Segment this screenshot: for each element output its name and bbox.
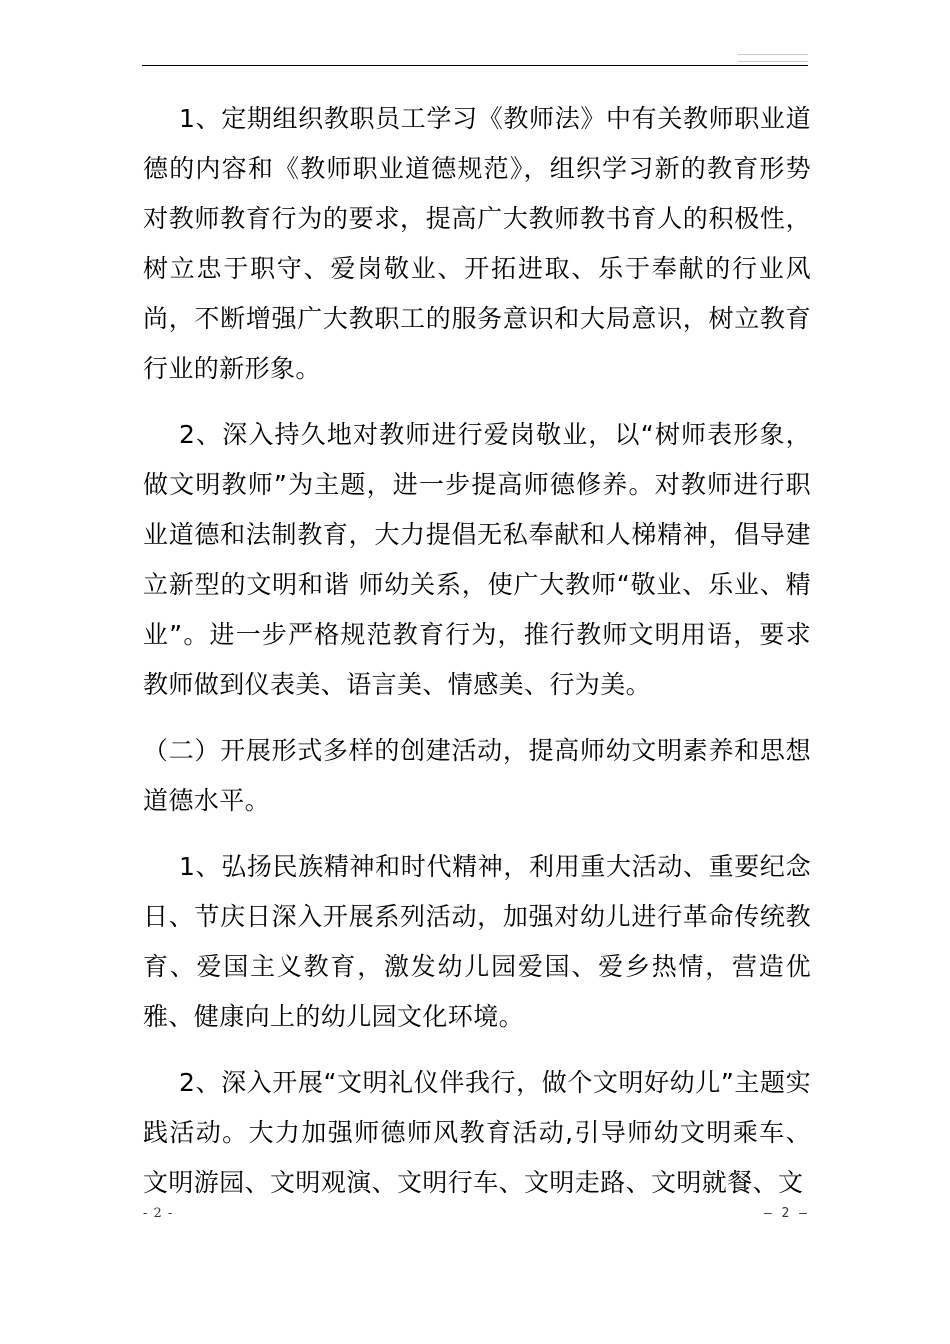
paragraph-teacher-law-study: 1、定期组织教职员工学习《教师法》中有关教师职业道德的内容和《教师职业道德规范》，组织学习新的教育形势对教师教育行为的要求，提高广大教师教书育人的积极性，树立忠于职守、爱岗敬业、开拓进取、乐于奉献的行业风尚，不断增强广大教职工的服务意识和大局意识，树立教育行业的新形象。 [143,104,811,383]
paragraph-professional-ethics: 2、深入持久地对教师进行爱岗敬业，以“树师表形象，做文明教师”为主题，进一步提高师德修养。对教师进行职业道德和法制教育，大力提倡无私奉献和人梯精神，倡导建立新型的文明和谐 师幼关系，使广大教师“敬业、乐业、精业”。进一步严格规范教育行为，推行教师文明用语，要求教师做到仪表美、语言美、情感美、行为美。 [143,420,811,699]
header-rule [142,65,808,66]
page-number-right: – 2 – [763,1206,808,1221]
paragraph-gap [143,394,811,410]
paragraph-national-spirit: 1、弘扬民族精神和时代精神，利用重大活动、重要纪念日、节庆日深入开展系列活动，加强对幼儿进行革命传统教育、爱国主义教育，激发幼儿园爱国、爱乡热情，营造优雅、健康向上的幼儿园文化环境。 [143,852,811,1031]
section-heading-activities: （二）开展形式多样的创建活动，提高师幼文明素养和思想道德水平。 [143,736,811,815]
paragraph-gap [143,1042,811,1058]
paragraph-gap [143,710,811,726]
paragraph-gap [143,826,811,842]
page-number-left: - 2 - [143,1206,174,1221]
paragraph-civility-campaign: 2、深入开展“文明礼仪伴我行，做个文明好幼儿”主题实践活动。大力加强师德师风教育活动,引导师幼文明乘车、文明游园、文明观演、文明行车、文明走路、文明就餐、文 [143,1068,811,1197]
document-body [143,94,811,1208]
header-decoration [738,54,808,62]
